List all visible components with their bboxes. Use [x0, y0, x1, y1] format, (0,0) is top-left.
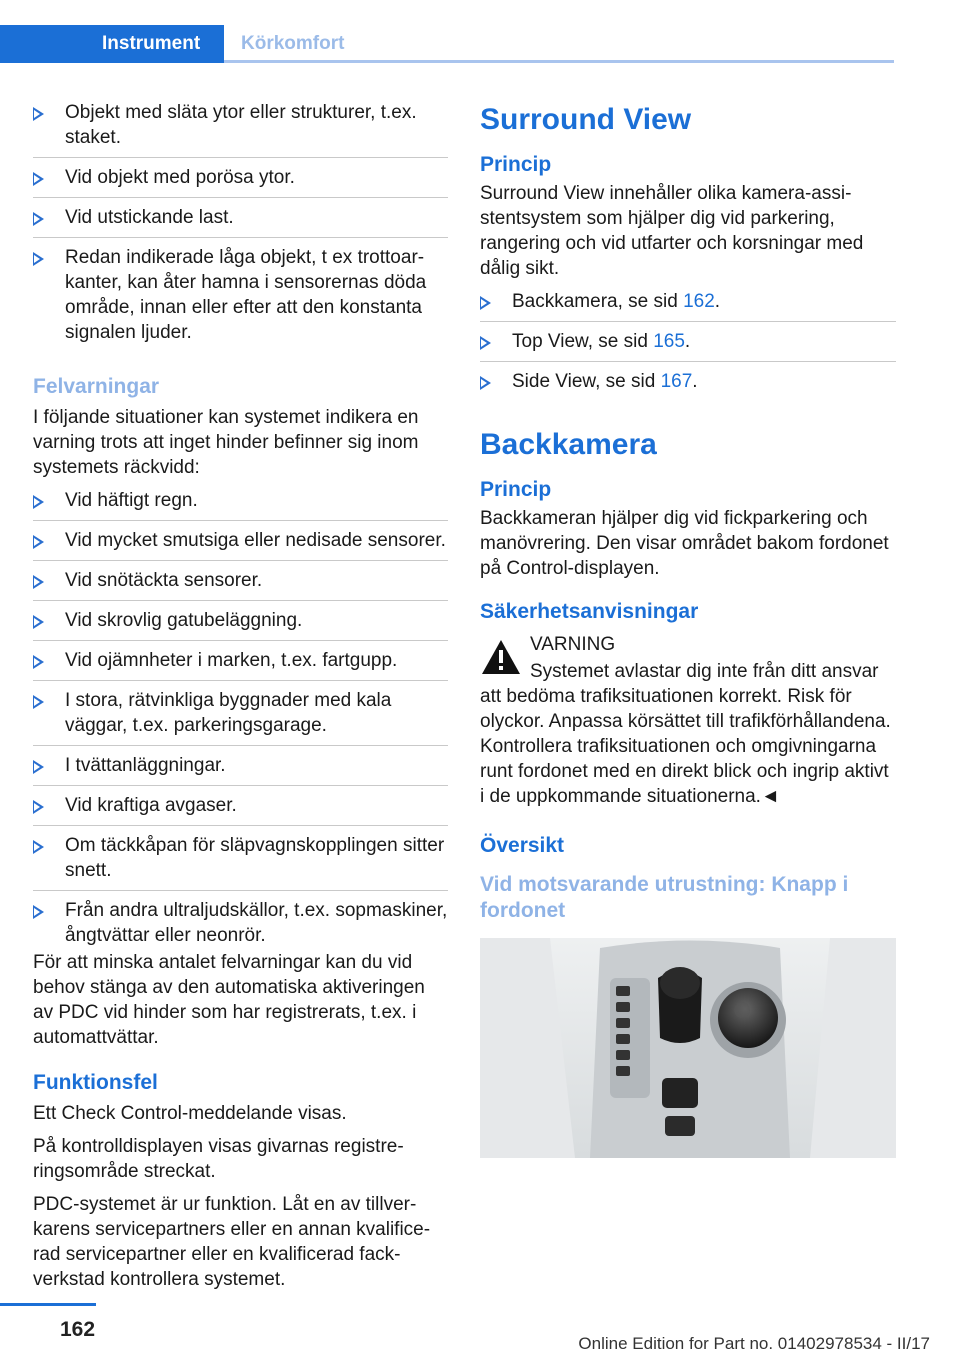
center-console-image — [480, 938, 896, 1158]
list-item: Vid skrovlig gatubeläggning. — [33, 608, 448, 641]
bullet-triangle-icon — [33, 695, 44, 709]
page-header — [0, 0, 960, 64]
false-warnings-list — [33, 488, 448, 950]
bullet-triangle-icon — [33, 212, 44, 226]
list-item: Från andra ultraljudskällor, t.ex. sopmaskiner, ångtvättar eller neonrör. — [33, 898, 448, 950]
page-number: 162 — [60, 1318, 96, 1341]
bullet-triangle-icon — [33, 107, 44, 121]
page-link-165[interactable]: 165 — [653, 331, 685, 352]
warning-title: VARNING — [530, 634, 616, 655]
right-column — [480, 100, 896, 1158]
list-item: Vid snötäckta sensorer. — [33, 568, 448, 601]
bullet-triangle-icon — [33, 495, 44, 509]
princip-text: Surround View innehåller olika kamera-assistentsystem som hjälper dig vid parkering, rangering och vid utfarter och korsningar med dålig sikt. — [480, 183, 864, 279]
bullet-triangle-icon — [33, 535, 44, 549]
bullet-triangle-icon — [33, 760, 44, 774]
list-item: I tvättanläggningar. — [33, 753, 448, 786]
bullet-triangle-icon — [33, 252, 44, 266]
bullet-triangle-icon — [480, 296, 491, 310]
list-item: I stora, rätvinkliga byggnader med kala väggar, t.ex. parkeringsgarage. — [33, 688, 448, 746]
felvarningar-outro: För att minska antalet felvarningar kan du vid behov stänga av den automatiska aktiveringen av PDC vid hinder som har registrerats, t.ex. i automattvättar. — [33, 952, 425, 1048]
list-item: Vid häftigt regn. — [33, 488, 448, 521]
list-item: Om täckkåpan för släpvagnskopplingen sitter snett. — [33, 833, 448, 891]
bullet-triangle-icon — [33, 172, 44, 186]
list-item: Objekt med släta ytor eller strukturer, t.ex. staket. — [33, 100, 448, 158]
oversikt-heading: Översikt — [480, 834, 565, 857]
warning-text: Systemet avlastar dig inte från ditt ansvar att bedöma trafiksituationen korrekt. Risk för olyckor. Anpassa körsättet till trafikförhållandena. Kontrollera trafiksituationen och omgivningarna runt fordonet med en direkt blick och ingrip aktivt i de uppkommande situationerna.◄ — [480, 661, 891, 807]
princip-heading: Princip — [480, 153, 552, 176]
tab-instrument[interactable]: Instrument — [0, 25, 224, 63]
bullet-triangle-icon — [33, 615, 44, 629]
warning-triangle-icon — [480, 638, 522, 676]
list-item: Side View, se sid 167. — [480, 369, 896, 401]
bullet-triangle-icon — [33, 905, 44, 919]
surround-view-title: Surround View — [480, 103, 692, 136]
list-item: Vid utstickande last. — [33, 205, 448, 238]
bullet-triangle-icon — [33, 800, 44, 814]
list-item: Redan indikerade låga objekt, t ex trottoarkanter, kan åter hamna i sensorernas döda område, innan eller efter att den konstanta signalen ljuder. — [33, 245, 448, 352]
sakerhetsanvisningar-heading: Säkerhetsanvisningar — [480, 600, 699, 623]
princip-heading-2: Princip — [480, 478, 552, 501]
princip-text-2: Backkameran hjälper dig vid fickparkering och manövrering. Den visar området bakom fordonet på Control-displayen. — [480, 508, 889, 579]
funktionsfel-p2: På kontrolldisplayen visas givarnas registreringsområde streckat. — [33, 1136, 404, 1182]
backkamera-title: Backkamera — [480, 428, 657, 461]
list-item: Vid objekt med porösa ytor. — [33, 165, 448, 198]
list-item: Vid kraftiga avgaser. — [33, 793, 448, 826]
list-item: Top View, se sid 165. — [480, 329, 896, 362]
list-item: Vid mycket smutsiga eller nedisade sensorer. — [33, 528, 448, 561]
footer-accent-line — [0, 1303, 96, 1306]
page-link-162[interactable]: 162 — [683, 291, 715, 312]
oversikt-subheading: Vid motsvarande utrustning: Knapp i fordonet — [480, 873, 849, 922]
list-item: Vid ojämnheter i marken, t.ex. fartgupp. — [33, 648, 448, 681]
camera-systems-list — [480, 289, 896, 401]
warning-block — [480, 632, 896, 809]
bullet-triangle-icon — [480, 336, 491, 350]
funktionsfel-p1: Ett Check Control-meddelande visas. — [33, 1103, 347, 1124]
left-column — [33, 100, 448, 1300]
funktionsfel-heading: Funktionsfel — [33, 1071, 158, 1094]
list-item: Backkamera, se sid 162. — [480, 289, 896, 322]
bullet-triangle-icon — [33, 575, 44, 589]
page-link-167[interactable]: 167 — [660, 371, 693, 392]
funktionsfel-p3: PDC-systemet är ur funktion. Låt en av tillverkarens servicepartners eller en annan kvalificerad servicepartner eller en kvalificerad fackverkstad kontrollera systemet. — [33, 1194, 431, 1290]
felvarningar-heading: Felvarningar — [33, 375, 160, 398]
limitations-list — [33, 100, 448, 352]
edition-note: Online Edition for Part no. 01402978534 - II/17 — [578, 1334, 930, 1353]
bullet-triangle-icon — [480, 376, 491, 390]
tab-korkomfort[interactable]: Körkomfort — [224, 25, 894, 63]
felvarningar-intro: I följande situationer kan systemet indikera en varning trots att inget hinder befinner sig inom systemets räckvidd: — [33, 407, 419, 478]
bullet-triangle-icon — [33, 840, 44, 854]
bullet-triangle-icon — [33, 655, 44, 669]
